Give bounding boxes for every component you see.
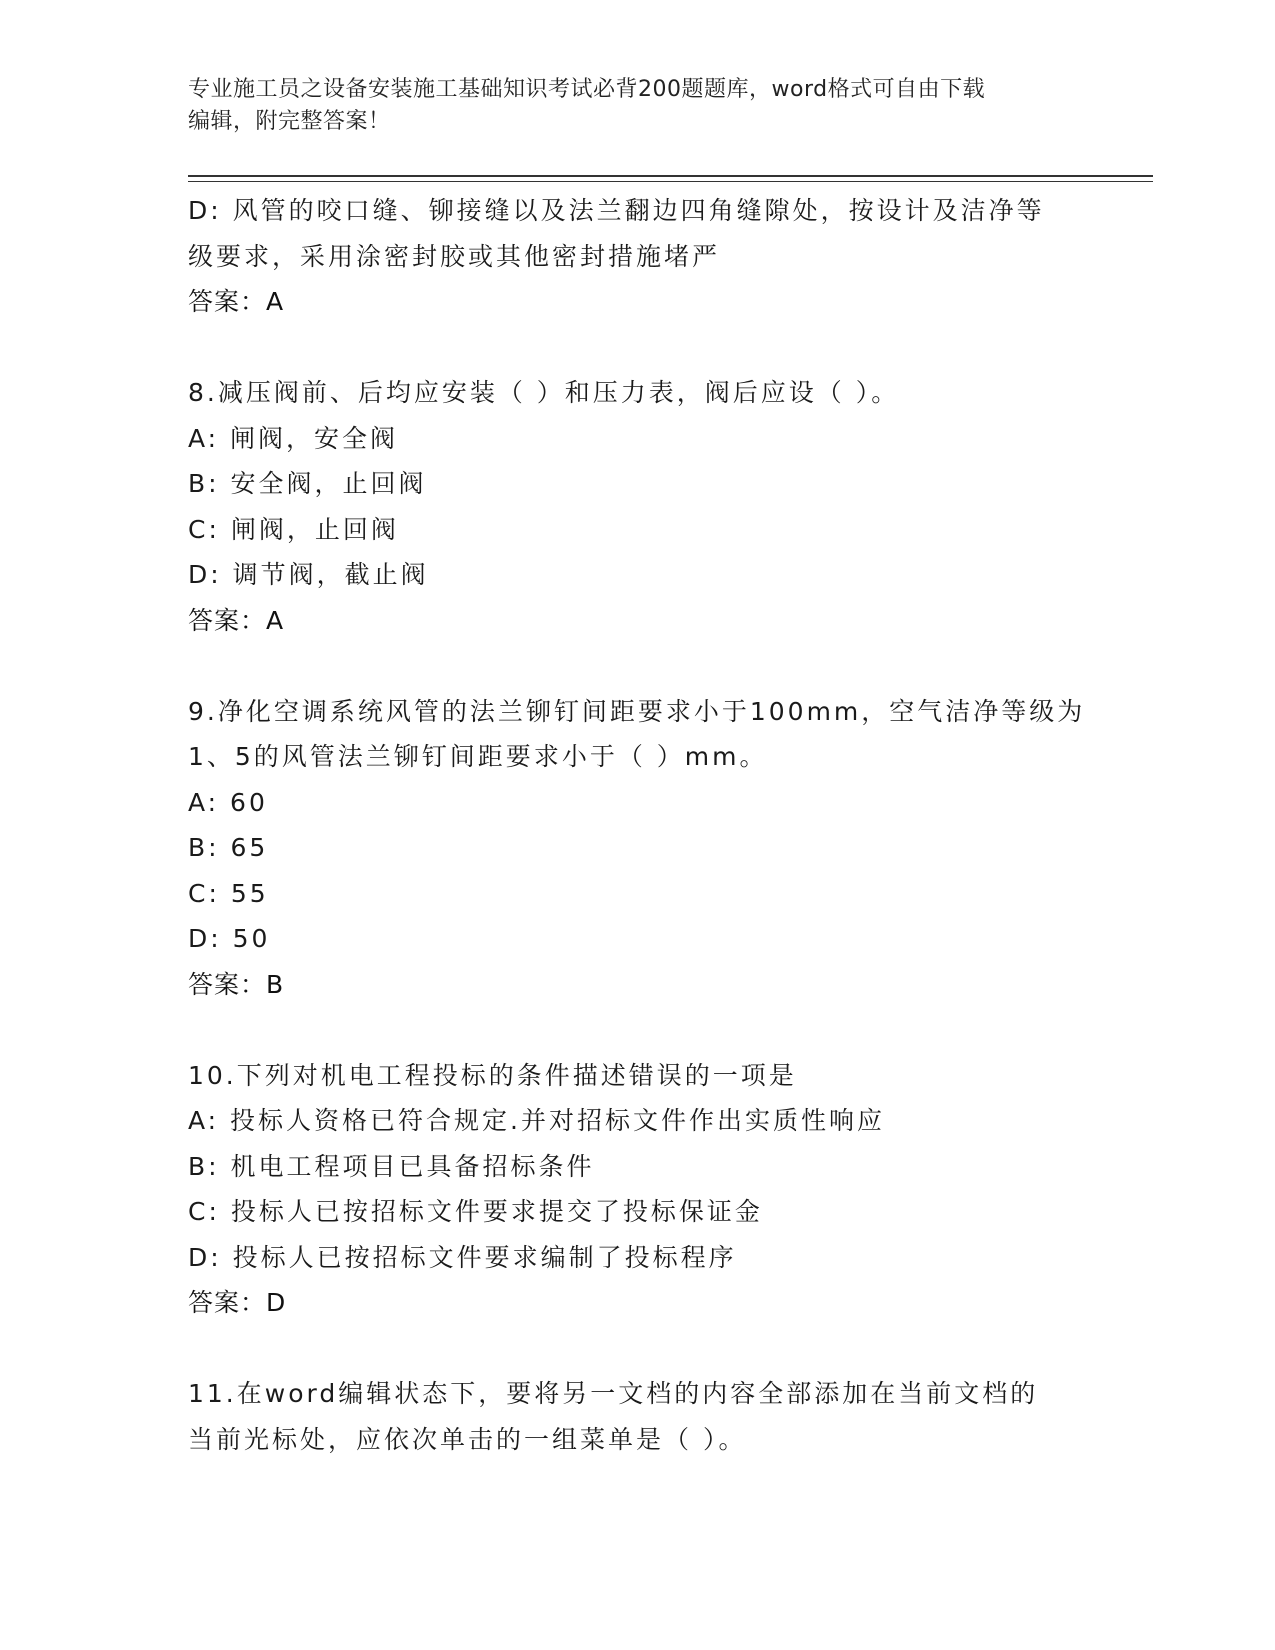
header-line-2: 编辑，附完整答案！ <box>188 109 391 134</box>
question-text-line-1: 9.净化空调系统风管的法兰铆钉间距要求小于100mm，空气洁净等级为 <box>188 696 1086 726</box>
header-rule-thick <box>188 175 1153 177</box>
option-d-line-2: 级要求，采用涂密封胶或其他密封措施堵严 <box>188 241 721 271</box>
question-9 <box>188 689 1088 1008</box>
spacer <box>188 1007 1088 1053</box>
option-a: A: 投标人资格已符合规定.并对招标文件作出实质性响应 <box>188 1106 885 1135</box>
option-b: B: 机电工程项目已具备招标条件 <box>188 1151 595 1181</box>
answer: 答案：A <box>188 605 285 635</box>
spacer <box>188 325 1088 371</box>
option-d: D: 调节阀，截止阀 <box>188 560 429 589</box>
option-c: C: 55 <box>188 878 269 908</box>
question-11 <box>188 1371 1088 1462</box>
spacer <box>188 1326 1088 1372</box>
option-c: C: 投标人已按招标文件要求提交了投标保证金 <box>188 1197 763 1226</box>
answer: 答案：A <box>188 287 285 316</box>
option-d-line-1: D: 风管的咬口缝、铆接缝以及法兰翻边四角缝隙处，按设计及洁净等 <box>188 196 1045 225</box>
option-c: C: 闸阀，止回阀 <box>188 514 399 544</box>
header-rule-thin <box>188 181 1153 182</box>
option-a: A: 60 <box>188 787 268 817</box>
header-line-1: 专业施工员之设备安装施工基础知识考试必背200题题库，word格式可自由下载 <box>188 77 986 102</box>
document-header <box>188 74 1088 138</box>
option-d: D: 投标人已按招标文件要求编制了投标程序 <box>188 1242 737 1272</box>
option-a: A: 闸阀，安全阀 <box>188 423 399 453</box>
question-text-line-2: 1、5的风管法兰铆钉间距要求小于（ ）mm。 <box>188 742 768 771</box>
option-b: B: 65 <box>188 833 269 862</box>
answer: 答案：B <box>188 969 285 999</box>
question-text-line-1: 11.在word编辑状态下，要将另一文档的内容全部添加在当前文档的 <box>188 1379 1039 1408</box>
option-b: B: 安全阀，止回阀 <box>188 469 427 498</box>
question-text-line-2: 当前光标处，应依次单击的一组菜单是（ ）。 <box>188 1424 747 1454</box>
answer: 答案：D <box>188 1288 287 1317</box>
spacer <box>188 643 1088 689</box>
document-body <box>188 188 1088 1462</box>
question-10 <box>188 1053 1088 1326</box>
previous-question-tail <box>188 188 1088 325</box>
option-d: D: 50 <box>188 924 271 953</box>
question-text: 10.下列对机电工程投标的条件描述错误的一项是 <box>188 1060 797 1090</box>
question-8 <box>188 370 1088 643</box>
question-text: 8.减压阀前、后均应安装（ ）和压力表，阀后应设（ ）。 <box>188 378 900 407</box>
